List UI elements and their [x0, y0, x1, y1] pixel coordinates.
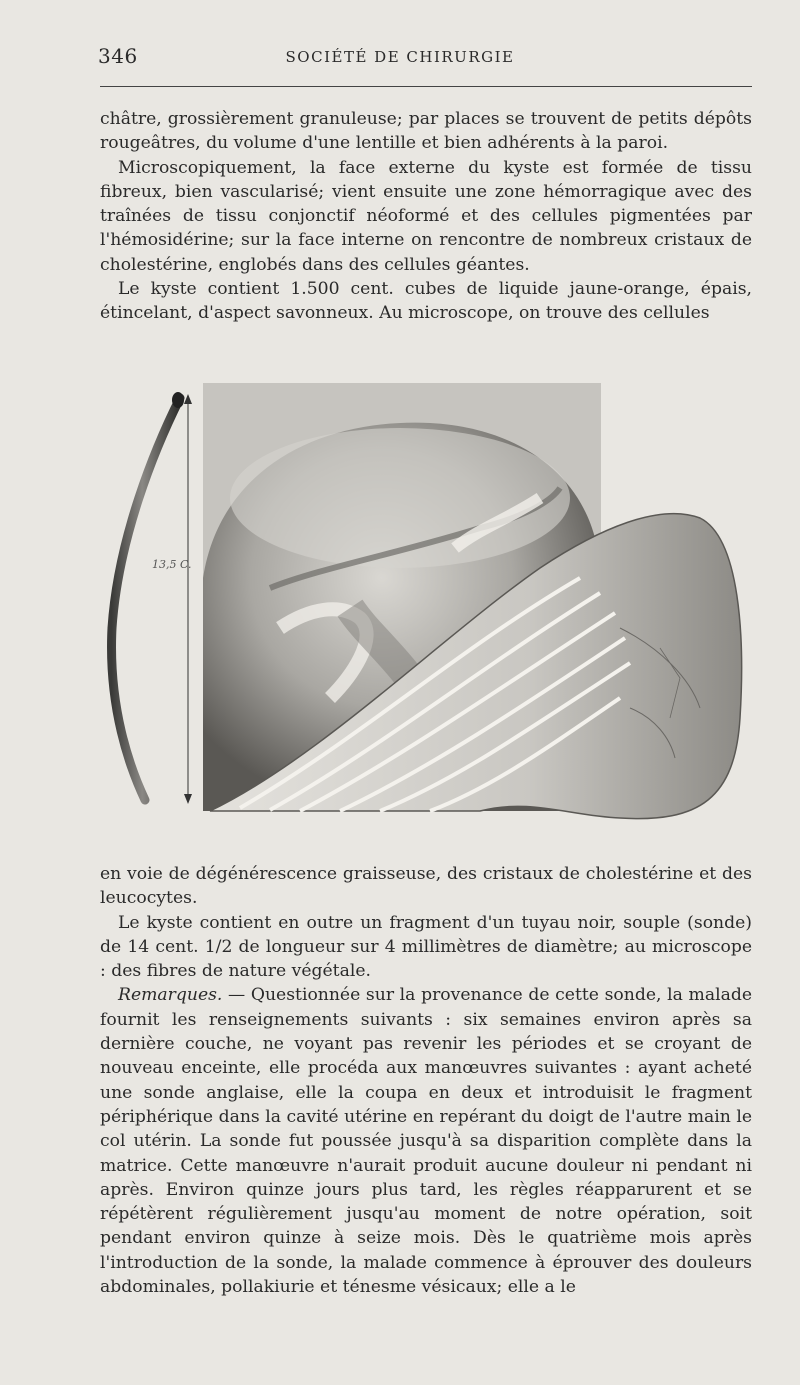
paragraph: Le kyste contient en outre un fragment d'un tuyau noir, souple (sonde) de 14 cent. 1/2 de longueur sur 4 millimètres de diamètre; au microscope : des fibres de nature végétale. [100, 912, 752, 982]
probe-tube [112, 398, 180, 800]
remarques-paragraph [100, 983, 752, 1299]
text-block-bottom [100, 862, 752, 1299]
remarques-text: — Questionnée sur la provenance de cette sonde, la malade fournit les renseignements suivants : six semaines environ après sa dernière couche, ne voyant pas revenir les périodes et se croyant de nouveau enceinte, elle procéda aux manœuvres suivantes : ayant acheté une sonde anglaise, elle la coupa en deux et introduisit le fragment périphérique dans la cavité utérine en repérant du doigt de l'autre main le col utérin. La sonde fut poussée jusqu'à sa disparition complète dans la matrice. Cette manœuvre n'aurait produit aucune douleur ni pendant ni après. Environ quinze jours plus tard, les règles réapparurent et se répétèrent régulièrement jusqu'au moment de notre opération, soit pendant environ quinze à seize mois. Dès le quatrième mois après l'introduction de la sonde, la malade commence à éprouver des douleurs abdominales, pollakiurie et ténesme vésicaux; elle a le [100, 985, 752, 1298]
page-number: 346 [98, 44, 138, 68]
cyst-illustration [100, 378, 750, 828]
header-rule [100, 86, 752, 87]
paragraph: Le kyste contient 1.500 cent. cubes de liquide jaune-orange, épais, étincelant, d'aspect savonneux. Au microscope, on trouve des cellules [100, 279, 752, 324]
text-block-top [100, 107, 752, 326]
remarques-label: Remarques. [118, 985, 223, 1006]
running-title: SOCIÉTÉ DE CHIRURGIE [285, 48, 515, 66]
paragraph: en voie de dégénérescence graisseuse, des cristaux de cholestérine et des leucocytes. [100, 864, 752, 909]
paragraph: Microscopiquement, la face externe du kyste est formée de tissu fibreux, bien vascularisé; vient ensuite une zone hémorragique avec des traînées de tissu conjonctif néoformé et des cellules pigmentées par l'hémosidérine; sur la face interne on rencontre de nombreux cristaux de cholestérine, englobés dans des cellules géantes. [100, 157, 752, 275]
scale-label: 13,5 C. [152, 558, 192, 571]
paragraph: châtre, grossièrement granuleuse; par places se trouvent de petits dépôts rougeâtres, du volume d'une lentille et bien adhérents à la paroi. [100, 109, 752, 154]
